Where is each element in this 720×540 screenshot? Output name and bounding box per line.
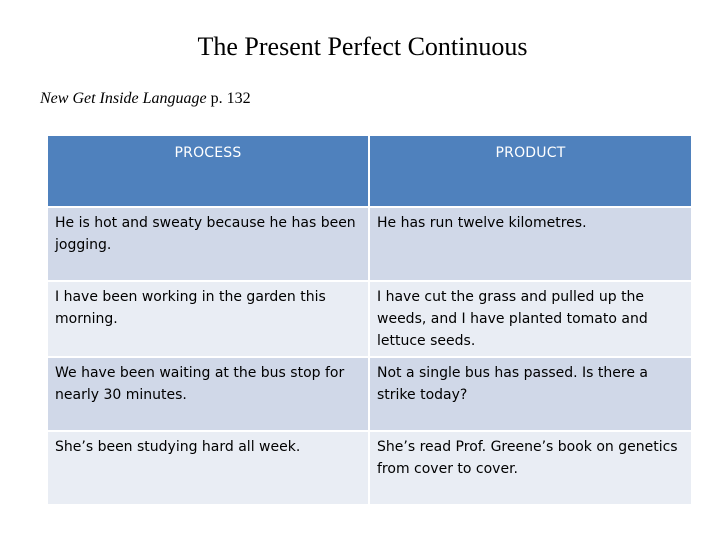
product-cell: Not a single bus has passed. Is there a strike today?	[369, 357, 692, 431]
process-cell: We have been waiting at the bus stop for nearly 30 minutes.	[47, 357, 369, 431]
process-cell: I have been working in the garden this morning.	[47, 281, 369, 357]
page-number: p. 132	[206, 90, 251, 107]
slide-title: The Present Perfect Continuous	[197, 32, 528, 61]
header-product: PRODUCT	[369, 135, 692, 207]
table-row	[47, 431, 692, 505]
process-cell: She’s been studying hard all week.	[47, 431, 369, 505]
table-row	[47, 281, 692, 357]
header-process: PROCESS	[47, 135, 369, 207]
source-reference	[40, 90, 251, 108]
table-header-row	[47, 135, 692, 207]
process-cell: He is hot and sweaty because he has been jogging.	[47, 207, 369, 281]
book-title: New Get Inside Language	[40, 90, 207, 107]
product-cell: She’s read Prof. Greene’s book on genetics from cover to cover.	[369, 431, 692, 505]
table-row	[47, 207, 692, 281]
table-row	[47, 357, 692, 431]
product-cell: He has run twelve kilometres.	[369, 207, 692, 281]
product-cell: I have cut the grass and pulled up the weeds, and I have planted tomato and lettuce seeds.	[369, 281, 692, 357]
process-product-table	[46, 134, 693, 506]
